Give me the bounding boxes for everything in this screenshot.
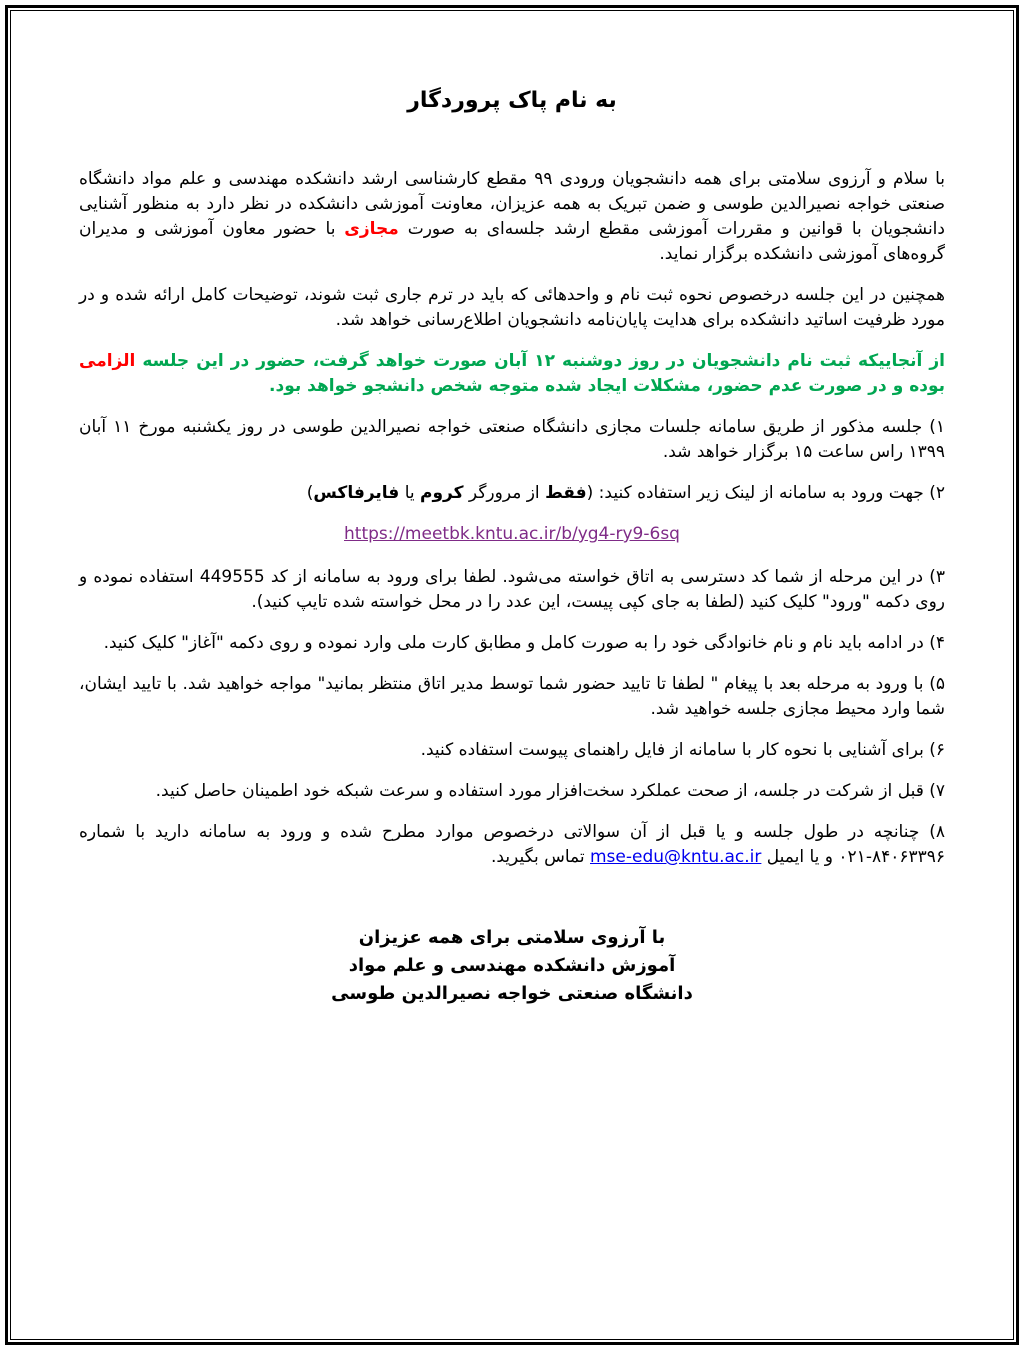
notice-text-before: از آنجاییکه ثبت نام دانشجویان در روز دوشنبه ۱۲ آبان صورت خواهد گرفت، حضور در این جلسه (135, 351, 946, 371)
item2-text-3: یا (399, 483, 421, 503)
page-border-outer (5, 5, 1019, 1345)
meeting-room-link[interactable]: https://meetbk.kntu.ac.ir/b/yg4-ry9-6sq (344, 524, 680, 544)
item2-text-2: از مرورگر (463, 483, 546, 503)
list-item-1: ۱) جلسه مذکور از طریق سامانه جلسات مجازی دانشگاه صنعتی خواجه نصیرالدین طوسی در روز یکشنبه مورخ ۱۱ آبان ۱۳۹۹ راس ساعت ۱۵ برگزار خواهد شد. (79, 417, 945, 462)
contact-phone-number: ۰۲۱-۸۴۰۶۳۳۹۶ (838, 847, 945, 867)
signature-line-department: آموزش دانشکده مهندسی و علم مواد (348, 955, 676, 976)
list-item-6: ۶) برای آشنایی با نحوه کار با سامانه از فایل راهنمای پیوست استفاده کنید. (420, 740, 945, 760)
intro-text-before: با سلام و آرزوی سلامتی برای همه دانشجویان ورودی ۹۹ مقطع کارشناسی ارشد دانشکده مهندسی و علم مواد دانشگاه صنعتی خواجه نصیرالدین طوسی و ضمن تبریک به همه عزیزان، معاونت آموزشی دانشکده در نظر دارد به منظور آشنایی دانشجویان با قوانین و مقررات آموزشی مقطع ارشد جلسه‌ای به صورت (79, 169, 945, 239)
intro-text-after: با حضور معاون آموزشی و مدیران گروه‌های آموزشی دانشکده برگزار نماید. (79, 219, 945, 264)
list-item-4: ۴) در ادامه باید نام و نام خانوادگی خود را به صورت کامل و مطابق کارت ملی وارد نموده و روی دکمه "آغاز" کلیک کنید. (103, 633, 945, 653)
list-item-2 (79, 481, 945, 506)
contact-email-link[interactable]: mse-edu@kntu.ac.ir (590, 847, 762, 867)
item8-text-3: تماس بگیرید. (491, 847, 590, 867)
mandatory-notice-paragraph (79, 349, 945, 399)
highlighted-word-mandatory: الزامی (79, 351, 136, 371)
item2-bold-only: فقط (545, 483, 587, 503)
item8-text: ۸) چنانچه در طول جلسه و یا قبل از آن سوالاتی درخصوص موارد مطرح شده و ورود به سامانه دارید با شماره (79, 822, 945, 842)
item2-bold-firefox: فایرفاکس (313, 483, 400, 503)
meeting-link-line (79, 522, 945, 547)
signature-line-wish: با آرزوی سلامتی برای همه عزیزان (358, 927, 666, 948)
list-item-7: ۷) قبل از شرکت در جلسه، از صحت عملکرد سخت‌افزار مورد استفاده و سرعت شبکه خود اطمینان حاصل کنید. (155, 781, 945, 801)
highlighted-word-virtual: مجازی (344, 219, 399, 239)
item8-text-2: و یا ایمیل (761, 847, 839, 867)
item2-text-4: ) (306, 483, 314, 503)
signature-line-university: دانشگاه صنعتی خواجه نصیرالدین طوسی (331, 983, 693, 1004)
intro-paragraph (79, 167, 945, 267)
page-title: به نام پاک پروردگار (407, 88, 617, 113)
list-item-3: ۳) در این مرحله از شما کد دسترسی به اتاق خواسته می‌شود. لطفا برای ورود به سامانه از کد 449555 استفاده نموده و روی دکمه "ورود" کلیک کنید (لطفا به جای کپی پیست، این عدد را در محل خواسته شده تایپ کنید). (79, 567, 945, 612)
signature-block (79, 924, 945, 1008)
document-content (11, 11, 1013, 1339)
item2-bold-chrome: کروم (420, 483, 464, 503)
item2-text: ۲) جهت ورود به سامانه از لینک زیر استفاده کنید: ( (586, 483, 945, 503)
registration-info-paragraph: همچنین در این جلسه درخصوص نحوه ثبت نام و واحدهائی که باید در ترم جاری ثبت شوند، توضیحات کامل ارائه شده و در مورد ظرفیت اساتید دانشکده برای هدایت پایان‌نامه دانشجویان اطلاع‌رسانی خواهد شد. (79, 285, 945, 330)
notice-text-after: بوده و در صورت عدم حضور، مشکلات ایجاد شده متوجه شخص دانشجو خواهد بود. (269, 376, 945, 396)
page-border-inner (10, 10, 1014, 1340)
list-item-8 (79, 820, 945, 870)
list-item-5: ۵) با ورود به مرحله بعد با پیغام " لطفا تا تایید حضور شما توسط مدیر اتاق منتظر بمانید" مواجه خواهید شد. با تایید ایشان، شما وارد محیط مجازی جلسه خواهید شد. (79, 674, 945, 719)
